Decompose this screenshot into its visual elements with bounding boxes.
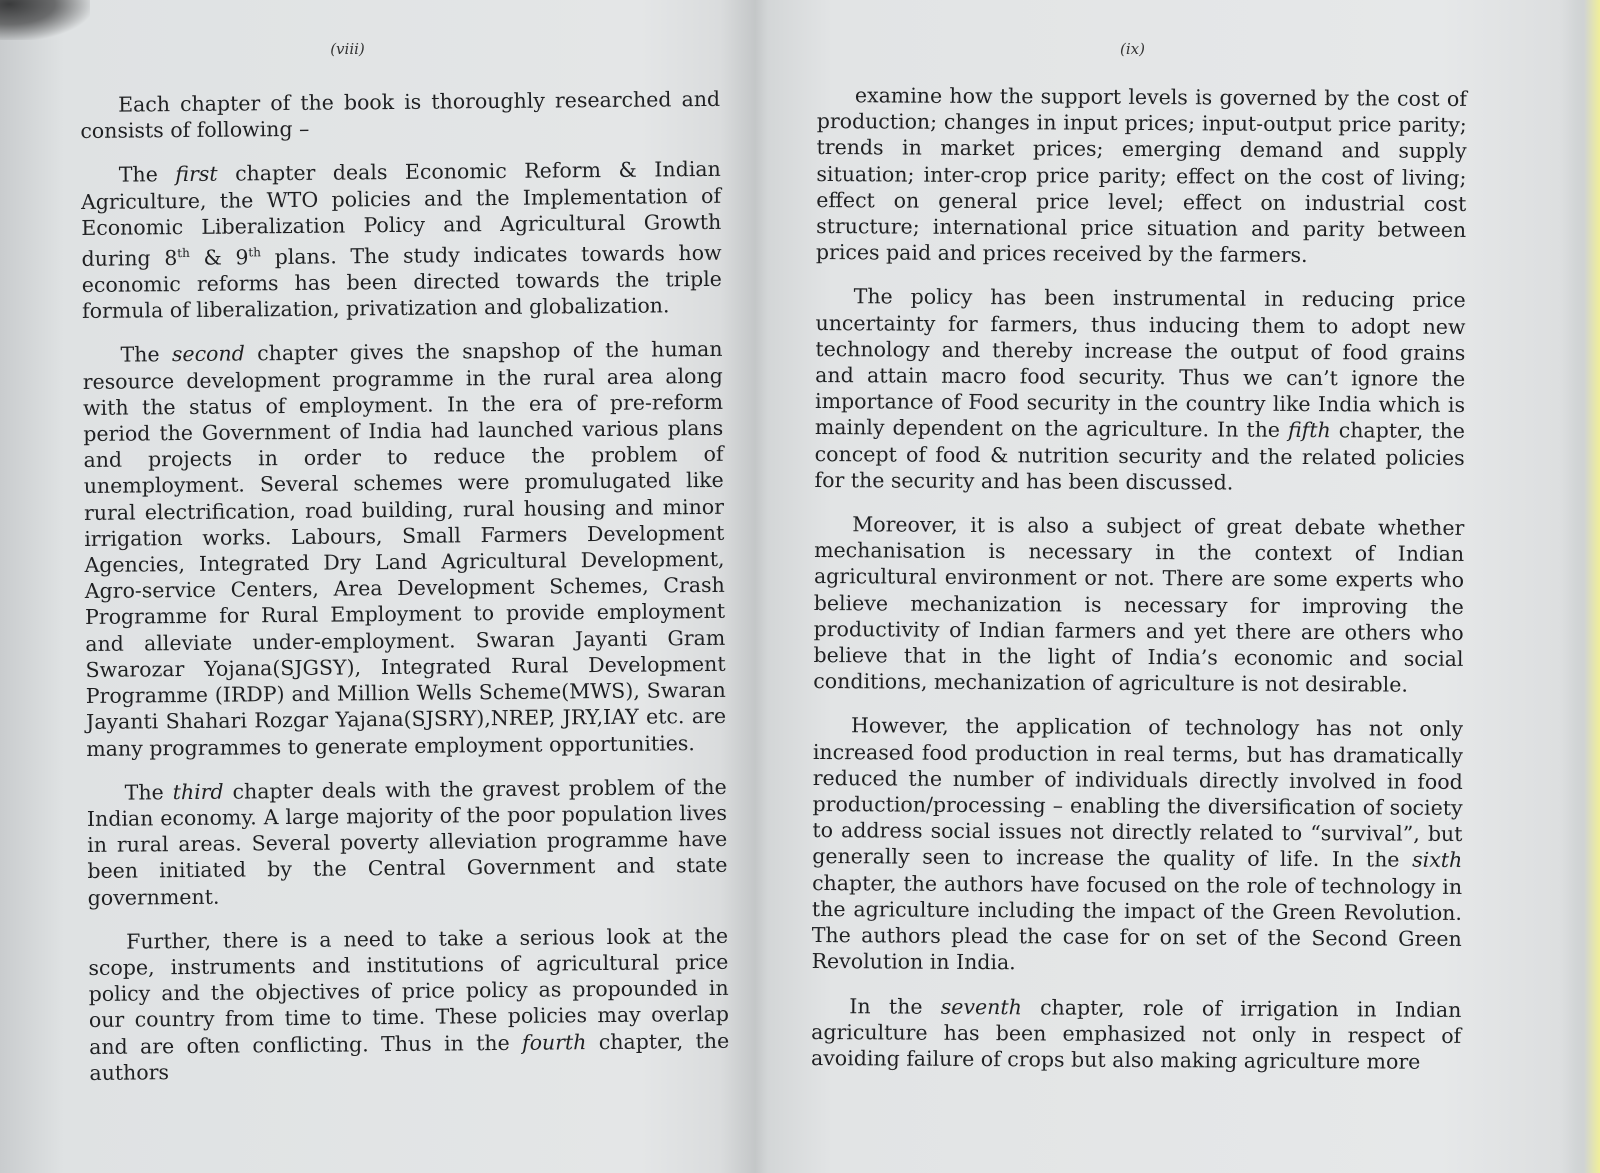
text-run: chapter, the authors have focused on the role of technology in the agriculture including the impact of the Green Revolution. The authors plead the case for on set of the Second Green Revolution in India.: [811, 870, 1463, 975]
text-run: Further, there is a need to take a serious look at the scope, instruments and institutions of agricultural price policy and the objectives of price policy as propounded in our country from time to time. These policies may overlap and are often conflicting. Thus in the: [88, 923, 729, 1059]
text-run: The policy has been instrumental in reducing price uncertainty for farmers, thus inducing them to adopt new technology and thereby increase the output of food grains and attain macro food security. Thus we can’t ignore the importance of Food security in the country like India which is mainly dependent on the agriculture. In the: [814, 284, 1466, 443]
text-run: chapter, the authors: [89, 1028, 730, 1085]
text-run: The: [118, 162, 176, 188]
emphasized-text: first: [175, 162, 218, 187]
text-run: In the: [849, 993, 941, 1019]
emphasized-text: fifth: [1287, 418, 1331, 443]
text-run: plans. The study indicates towards how economic reforms has been directed towards the triple formula of liberalization, privatization and globalization.: [81, 240, 722, 324]
paragraph: [811, 992, 1461, 1075]
paragraph: [82, 336, 726, 761]
text-run: Each chapter of the book is thoroughly researched and consists of following –: [80, 86, 721, 144]
emphasized-text: seventh: [940, 994, 1022, 1019]
page-edge: [1560, 0, 1600, 1173]
paragraph: [88, 923, 729, 1086]
left-page: [0, 0, 745, 1173]
page-number: (ix): [1120, 40, 1145, 58]
text-run: chapter, the concept of food & nutrition security and the related policies for the security and has been discussed.: [814, 418, 1465, 495]
emphasized-text: sixth: [1412, 848, 1463, 873]
text-run: Moreover, it is also a subject of great debate whether mechanisation is necessary in the context of Indian agricultural environment or not. There are some experts who believe mechanization is necessary for improving the productivity of Indian farmers and yet there are others who believe that in the light of India’s economic and social conditions, mechanization of agriculture is not desirable.: [813, 512, 1465, 697]
text-run: The: [120, 342, 173, 368]
text-run: chapter, role of irrigation in Indian agriculture has been emphasized not only in respect of avoiding failure of crops but also making agriculture more: [810, 994, 1462, 1074]
text-run: chapter deals with the gravest problem of the Indian economy. A large majority of the poor population lives in rural areas. Several poverty alleviation programme have been initiated by the Central Government and state government.: [86, 774, 728, 910]
paragraph: [813, 511, 1464, 698]
right-page: [745, 0, 1560, 1173]
paragraph: [812, 712, 1464, 978]
paragraph: [81, 156, 723, 324]
text-run: chapter gives the snapshop of the human resource development programme in the rural area along with the status of employment. In the era of pre-reform period the Government of India had launched various plans and projects in order to reduce the problem of unemployment. Several schemes were promulugated like rural electrification, road building, rural housing and minor irrigation works. Labours, Small Farmers Development Agencies, Integrated Dry Land Agricultural Development, Agro-service Centers, Area Development Schemes, Crash Programme for Rural Employment to provide employment and alleviate under-employment. Swaran Jayanti Gram Swarozar Yojana(SJGSY), Integrated Rural Development Programme (IRDP) and Million Wells Scheme(MWS), Swaran Jayanti Shahari Rozgar Yajana(SJSRY),NREP, JRY,IAY etc. are many programmes to generate employment opportunities.: [82, 337, 727, 761]
text-run: However, the application of technology has not only increased food production in real terms, but has dramatically reduced the number of individuals directly involved in food production/processing – enabling the diversification of society to address social issues not directly related to “survival”, but generally seen to increase the quality of life. In the: [812, 713, 1464, 873]
paragraph: [816, 82, 1467, 269]
superscript: th: [248, 245, 262, 260]
paragraph: [87, 774, 728, 911]
superscript: th: [177, 245, 190, 261]
emphasized-text: third: [172, 779, 224, 804]
paragraph: [814, 283, 1465, 497]
page-body: [811, 82, 1467, 1093]
page-body: [80, 86, 730, 1104]
paragraph: [80, 86, 720, 145]
page-number: (viii): [330, 40, 365, 58]
emphasized-text: second: [171, 341, 245, 367]
emphasized-text: fourth: [521, 1029, 587, 1055]
text-run: chapter deals Economic Reform & Indian Agriculture, the WTO policies and the Implementation of Economic Liberalization Policy and Agricultural Growth during 8: [80, 157, 722, 271]
text-run: examine how the support levels is governed by the cost of production; changes in input prices; input-output price parity; trends in market prices; emerging demand and supply situation; inter-crop price parity; effect on the cost of living; effect on general price level; effect on industrial cost structure; international price situation and parity between prices paid and prices received by the farmers.: [815, 83, 1467, 268]
text-run: The: [124, 779, 173, 805]
text-run: & 9: [189, 245, 249, 270]
